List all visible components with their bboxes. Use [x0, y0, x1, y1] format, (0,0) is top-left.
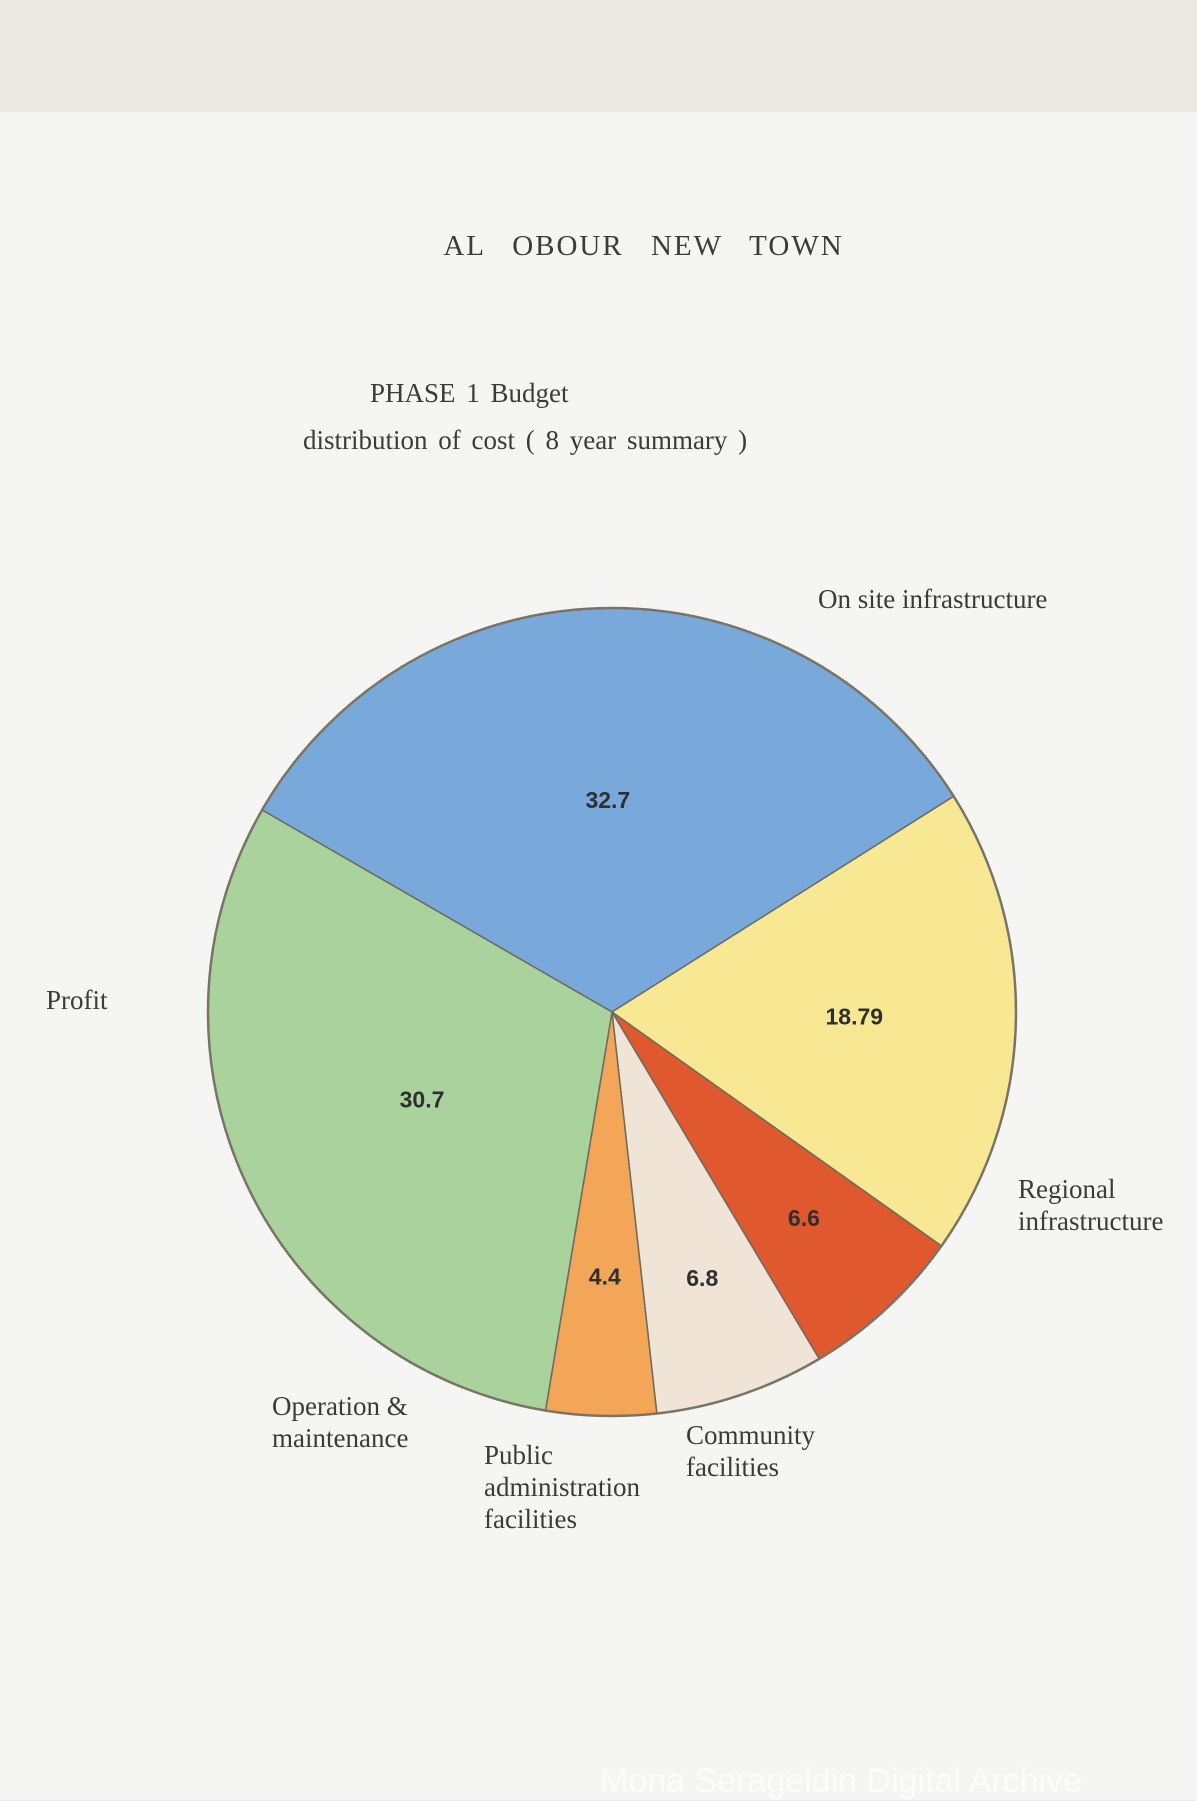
- category-label-line: facilities: [484, 1504, 577, 1534]
- pie-value-label: 30.7: [399, 1086, 445, 1113]
- category-label-line: Operation &: [272, 1391, 408, 1421]
- category-label-on-site-infrastructure: [818, 583, 1047, 615]
- category-label-line: Community: [686, 1420, 816, 1450]
- category-label-regional-infrastructure: [1018, 1173, 1163, 1237]
- category-label-public-administration-facilities: [484, 1439, 640, 1535]
- category-label-line: Profit: [46, 985, 108, 1015]
- pie-value-label: 18.79: [825, 1003, 884, 1030]
- category-label-operation-maintenance: [272, 1390, 408, 1454]
- category-label-line: facilities: [686, 1452, 779, 1482]
- category-label-line: administration: [484, 1472, 640, 1502]
- category-label-line: On site infrastructure: [818, 584, 1048, 614]
- chart-subtitle-phase: PHASE 1 Budget: [370, 378, 569, 408]
- chart-subtitle-distribution: distribution of cost ( 8 year summary ): [303, 425, 748, 455]
- category-label-line: maintenance: [272, 1423, 409, 1453]
- pie-slices: [208, 608, 1016, 1416]
- category-label-community-facilities: [686, 1419, 815, 1483]
- category-label-profit: [46, 984, 108, 1016]
- category-label-line: infrastructure: [1018, 1206, 1164, 1236]
- category-label-line: Regional: [1018, 1174, 1116, 1204]
- category-label-line: Public: [484, 1440, 554, 1470]
- pie-value-label: 6.6: [787, 1204, 820, 1231]
- pie-value-label: 32.7: [585, 787, 631, 814]
- pie-value-label: 6.8: [686, 1265, 719, 1292]
- pie-value-label: 4.4: [588, 1263, 621, 1290]
- watermark: Mona Serageldin Digital Archive: [600, 1762, 1082, 1800]
- chart-title: AL OBOUR NEW TOWN: [443, 230, 844, 262]
